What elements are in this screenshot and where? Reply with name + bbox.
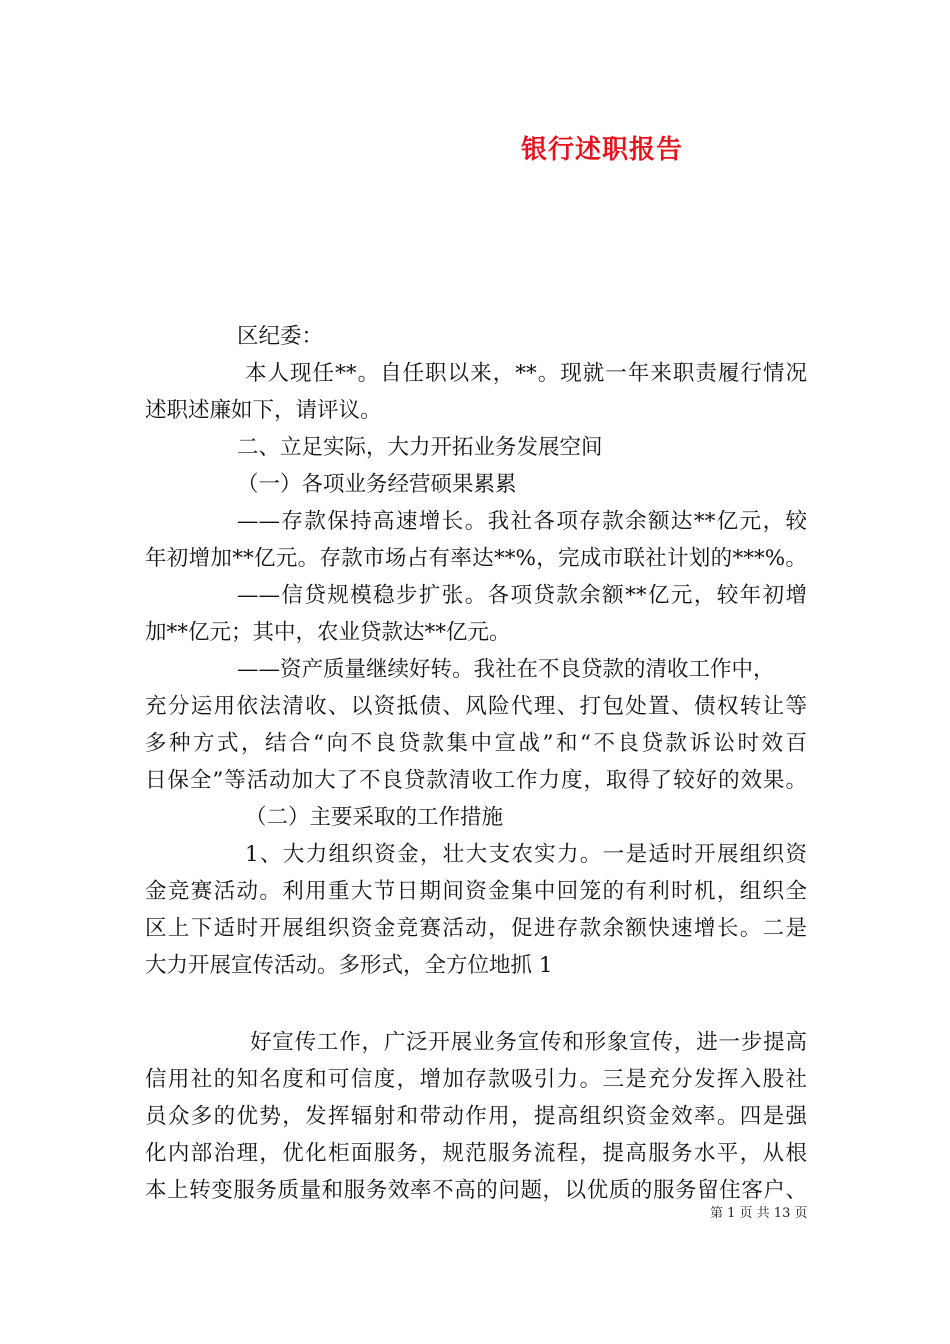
subsection-heading: （一）各项业务经营硕果累累 xyxy=(237,472,517,497)
page-footer: 第 1 页 共 13 页 xyxy=(710,1206,808,1221)
subsection-heading: （二）主要采取的工作措施 xyxy=(245,805,504,830)
paragraph-line: ——资产质量继续好转。我社在不良贷款的清收工作中， xyxy=(237,657,775,682)
paragraph-line: 加**亿元；其中，农业贷款达**亿元。 xyxy=(145,620,511,645)
paragraph-line: 金竞赛活动。利用重大节日期间资金集中回笼的有利时机，组织全 xyxy=(145,879,807,904)
paragraph-gap xyxy=(145,984,807,1024)
paragraph-line: 日保全”等活动加大了不良贷款清收工作力度，取得了较好的效果。 xyxy=(145,768,807,793)
paragraph-line: ——存款保持高速增长。我社各项存款余额达**亿元，较 xyxy=(237,509,807,534)
paragraph-line: 大力开展宣传活动。多形式，全方位地抓 1 xyxy=(145,953,553,978)
paragraph-line: ——信贷规模稳步扩张。各项贷款余额**亿元，较年初增 xyxy=(237,583,807,608)
document-body xyxy=(145,318,807,1209)
paragraph-line: 区上下适时开展组织资金竞赛活动，促进存款余额快速增长。二是 xyxy=(145,916,807,941)
paragraph-line: 述职述廉如下，请评议。 xyxy=(145,398,382,423)
section-heading: 二、立足实际，大力开拓业务发展空间 xyxy=(237,435,603,460)
salutation: 区纪委： xyxy=(237,324,324,349)
document-title: 银行述职报告 xyxy=(520,135,683,165)
paragraph-line: 1、大力组织资金，壮大支农实力。一是适时开展组织资 xyxy=(245,842,807,867)
paragraph-line: 好宣传工作，广泛开展业务宣传和形象宣传，进一步提高 xyxy=(250,1030,807,1055)
paragraph-line: 年初增加**亿元。存款市场占有率达**%，完成市联社计划的***%。 xyxy=(145,546,807,571)
paragraph-line: 充分运用依法清收、以资抵债、风险代理、打包处置、债权转让等 xyxy=(145,694,807,719)
paragraph-line: 化内部治理，优化柜面服务，规范服务流程，提高服务水平，从根 xyxy=(145,1141,807,1166)
paragraph-line: 信用社的知名度和可信度，增加存款吸引力。三是充分发挥入股社 xyxy=(145,1067,807,1092)
paragraph-line: 员众多的优势，发挥辐射和带动作用，提高组织资金效率。四是强 xyxy=(145,1104,807,1129)
paragraph-line: 多种方式，结合“向不良贷款集中宣战”和“不良贷款诉讼时效百 xyxy=(145,731,807,756)
paragraph-line: 本人现任**。自任职以来，**。现就一年来职责履行情况 xyxy=(245,361,807,386)
paragraph-line: 本上转变服务质量和服务效率不高的问题，以优质的服务留住客户、 xyxy=(145,1178,807,1203)
